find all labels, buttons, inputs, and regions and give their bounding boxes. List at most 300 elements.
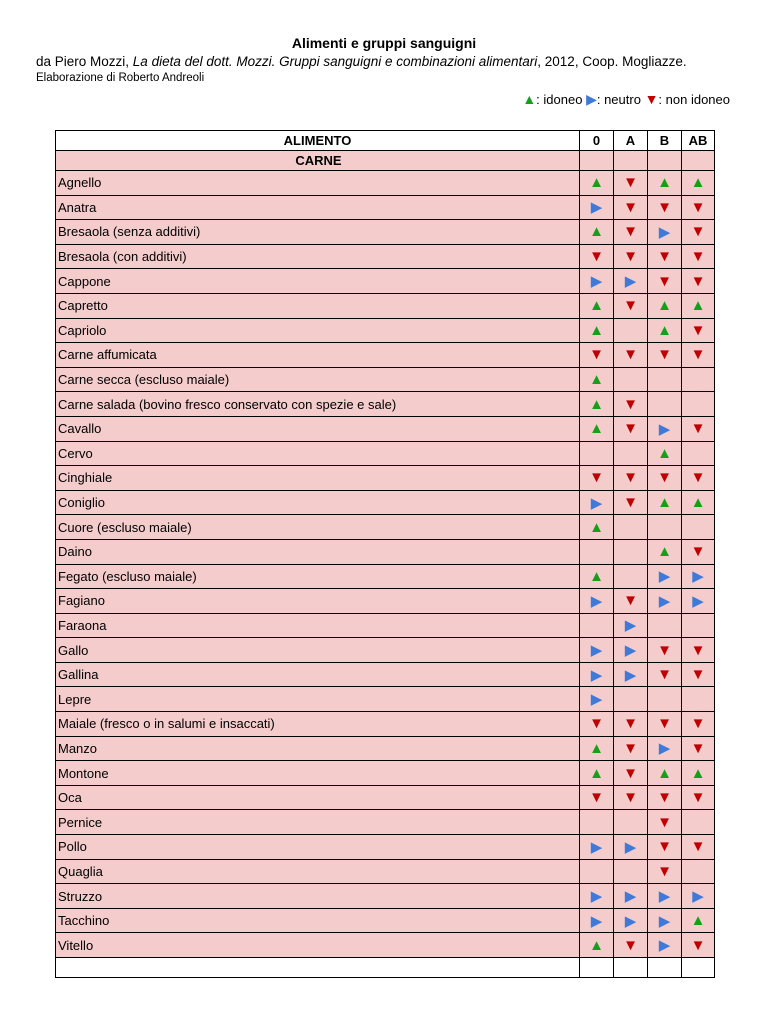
rating-group-b xyxy=(648,933,682,958)
triangle-right-icon: ▶ xyxy=(658,592,671,610)
rating-group-ab xyxy=(682,785,715,810)
triangle-down-icon: ▼ xyxy=(690,420,706,438)
triangle-down-icon: ▼ xyxy=(690,838,706,856)
triangle-up-icon: ▲ xyxy=(589,567,604,585)
triangle-down-icon: ▼ xyxy=(690,223,706,241)
food-name: Lepre xyxy=(56,687,580,712)
triangle-right-icon: ▶ xyxy=(658,568,671,586)
triangle-right-icon: ▶ xyxy=(658,223,671,241)
triangle-down-icon: ▼ xyxy=(690,936,706,954)
triangle-right-icon: ▶ xyxy=(590,838,603,856)
rating-group-b xyxy=(648,859,682,884)
triangle-up-icon: ▲ xyxy=(589,297,604,315)
triangle-right-icon: ▶ xyxy=(658,740,671,758)
rating-group-0 xyxy=(580,441,614,466)
legend-non-idoneo: : non idoneo xyxy=(658,92,730,107)
rating-group-b xyxy=(648,293,682,318)
legend xyxy=(522,91,730,108)
triangle-up-icon: ▲ xyxy=(690,494,706,512)
rating-group-b xyxy=(648,712,682,737)
triangle-down-icon: ▼ xyxy=(623,297,638,315)
rating-group-0 xyxy=(580,343,614,368)
rating-group-b xyxy=(648,835,682,860)
triangle-down-icon: ▼ xyxy=(657,272,672,290)
food-name: Pollo xyxy=(56,835,580,860)
rating-group-b xyxy=(648,195,682,220)
rating-group-a xyxy=(614,859,648,884)
triangle-down-icon: ▼ xyxy=(690,321,706,339)
triangle-down-icon: ▼ xyxy=(589,469,604,487)
triangle-up-icon: ▲ xyxy=(589,739,604,757)
header-alimento: ALIMENTO xyxy=(56,131,580,151)
section-cell xyxy=(682,151,715,171)
table-row xyxy=(56,613,715,638)
food-name: Pernice xyxy=(56,810,580,835)
rating-group-b xyxy=(648,736,682,761)
rating-group-ab xyxy=(682,318,715,343)
table-row xyxy=(56,638,715,663)
triangle-right-icon: ▶ xyxy=(590,691,603,709)
rating-group-ab xyxy=(682,835,715,860)
rating-group-a xyxy=(614,343,648,368)
rating-group-a xyxy=(614,908,648,933)
table-header-row xyxy=(56,131,715,151)
table-row xyxy=(56,908,715,933)
rating-group-a xyxy=(614,392,648,417)
food-name: Manzo xyxy=(56,736,580,761)
food-name: Faraona xyxy=(56,613,580,638)
rating-group-b xyxy=(648,416,682,441)
rating-group-b xyxy=(648,908,682,933)
food-name: Bresaola (con additivi) xyxy=(56,244,580,269)
triangle-down-icon: ▼ xyxy=(623,248,638,266)
rating-group-b xyxy=(648,662,682,687)
table-row xyxy=(56,589,715,614)
rating-group-a xyxy=(614,761,648,786)
triangle-down-icon: ▼ xyxy=(623,346,638,364)
triangle-up-icon: ▲ xyxy=(657,494,672,512)
rating-group-0 xyxy=(580,220,614,245)
triangle-up-icon: ▲ xyxy=(589,936,604,954)
triangle-down-icon: ▼ xyxy=(690,469,706,487)
table-row xyxy=(56,859,715,884)
table-row xyxy=(56,392,715,417)
triangle-right-icon: ▶ xyxy=(590,494,603,512)
food-name: Carne secca (escluso maiale) xyxy=(56,367,580,392)
rating-group-b xyxy=(648,318,682,343)
rating-group-ab xyxy=(682,736,715,761)
food-name: Cavallo xyxy=(56,416,580,441)
rating-group-0 xyxy=(580,908,614,933)
food-name: Capriolo xyxy=(56,318,580,343)
table-row xyxy=(56,933,715,958)
rating-group-0 xyxy=(580,712,614,737)
triangle-down-icon: ▼ xyxy=(657,641,672,659)
triangle-right-icon: ▶ xyxy=(658,912,671,930)
food-name: Quaglia xyxy=(56,859,580,884)
rating-group-0 xyxy=(580,293,614,318)
triangle-down-icon: ▼ xyxy=(589,715,604,733)
rating-group-0 xyxy=(580,244,614,269)
food-name: Fagiano xyxy=(56,589,580,614)
table-row xyxy=(56,367,715,392)
triangle-right-icon: ▶ xyxy=(624,838,637,856)
rating-group-a xyxy=(614,367,648,392)
rating-group-a xyxy=(614,785,648,810)
rating-group-0 xyxy=(580,195,614,220)
triangle-down-icon: ▼ xyxy=(623,494,638,512)
rating-group-0 xyxy=(580,884,614,909)
triangle-down-icon: ▼ xyxy=(623,764,638,782)
rating-group-0 xyxy=(580,761,614,786)
rating-group-a xyxy=(614,933,648,958)
empty-cell xyxy=(614,958,648,978)
rating-group-b xyxy=(648,392,682,417)
rating-group-0 xyxy=(580,859,614,884)
triangle-down-icon: ▼ xyxy=(623,198,638,216)
empty-cell xyxy=(580,958,614,978)
triangle-up-icon: ▲ xyxy=(589,371,604,389)
triangle-down-icon: ▼ xyxy=(589,346,604,364)
food-name: Cuore (escluso maiale) xyxy=(56,515,580,540)
rating-group-0 xyxy=(580,810,614,835)
rating-group-a xyxy=(614,318,648,343)
rating-group-b xyxy=(648,613,682,638)
rating-group-0 xyxy=(580,785,614,810)
rating-group-a xyxy=(614,613,648,638)
citation-prefix: da Piero Mozzi, xyxy=(36,54,133,69)
table-row xyxy=(56,441,715,466)
rating-group-a xyxy=(614,539,648,564)
empty-cell xyxy=(56,958,580,978)
rating-group-ab xyxy=(682,490,715,515)
rating-group-ab xyxy=(682,220,715,245)
triangle-up-icon: ▲ xyxy=(589,174,604,192)
food-name: Bresaola (senza additivi) xyxy=(56,220,580,245)
food-name: Struzzo xyxy=(56,884,580,909)
rating-group-ab xyxy=(682,884,715,909)
table-row xyxy=(56,835,715,860)
triangle-down-icon: ▼ xyxy=(623,936,638,954)
triangle-up-icon: ▲ xyxy=(589,518,604,536)
triangle-down-icon: ▼ xyxy=(690,641,706,659)
rating-group-b xyxy=(648,171,682,196)
triangle-right-icon: ▶ xyxy=(590,642,603,660)
rating-group-ab xyxy=(682,859,715,884)
section-cell xyxy=(580,151,614,171)
table-row xyxy=(56,884,715,909)
triangle-down-icon: ▼ xyxy=(623,395,638,413)
triangle-right-icon: ▶ xyxy=(692,592,704,610)
rating-group-ab xyxy=(682,761,715,786)
rating-group-0 xyxy=(580,392,614,417)
rating-group-ab xyxy=(682,171,715,196)
food-name: Carne salada (bovino fresco conservato con spezie e sale) xyxy=(56,392,580,417)
rating-group-a xyxy=(614,662,648,687)
table-row xyxy=(56,515,715,540)
triangle-down-icon: ▼ xyxy=(623,715,638,733)
rating-group-ab xyxy=(682,712,715,737)
table-row xyxy=(56,736,715,761)
rating-group-0 xyxy=(580,466,614,491)
rating-group-b xyxy=(648,244,682,269)
rating-group-ab xyxy=(682,564,715,589)
rating-group-0 xyxy=(580,318,614,343)
triangle-right-icon: ▶ xyxy=(590,888,603,906)
rating-group-a xyxy=(614,269,648,294)
triangle-down-icon: ▼ xyxy=(623,739,638,757)
rating-group-a xyxy=(614,884,648,909)
rating-group-a xyxy=(614,293,648,318)
triangle-up-icon: ▲ xyxy=(522,91,537,107)
table-row xyxy=(56,343,715,368)
rating-group-0 xyxy=(580,613,614,638)
rating-group-0 xyxy=(580,490,614,515)
triangle-down-icon: ▼ xyxy=(690,715,706,733)
triangle-down-icon: ▼ xyxy=(690,346,706,364)
legend-idoneo: : idoneo xyxy=(536,92,583,107)
triangle-right-icon: ▶ xyxy=(624,273,637,291)
table-row xyxy=(56,785,715,810)
rating-group-0 xyxy=(580,367,614,392)
triangle-down-icon: ▼ xyxy=(657,469,672,487)
page-title: Alimenti e gruppi sanguigni xyxy=(291,35,477,51)
table-row xyxy=(56,539,715,564)
rating-group-ab xyxy=(682,515,715,540)
triangle-up-icon: ▲ xyxy=(690,764,706,782)
rating-group-0 xyxy=(580,933,614,958)
triangle-up-icon: ▲ xyxy=(589,395,604,413)
triangle-up-icon: ▲ xyxy=(690,297,706,315)
rating-group-0 xyxy=(580,687,614,712)
food-name: Capretto xyxy=(56,293,580,318)
rating-group-a xyxy=(614,244,648,269)
triangle-right-icon: ▶ xyxy=(590,273,603,291)
rating-group-a xyxy=(614,466,648,491)
rating-group-ab xyxy=(682,466,715,491)
section-label: CARNE xyxy=(56,151,580,171)
rating-group-a xyxy=(614,712,648,737)
rating-group-b xyxy=(648,810,682,835)
rating-group-0 xyxy=(580,416,614,441)
food-name: Agnello xyxy=(56,171,580,196)
food-name: Anatra xyxy=(56,195,580,220)
table-row xyxy=(56,712,715,737)
table-row xyxy=(56,466,715,491)
table-row xyxy=(56,564,715,589)
rating-group-ab xyxy=(682,195,715,220)
triangle-up-icon: ▲ xyxy=(657,764,672,782)
rating-group-0 xyxy=(580,539,614,564)
triangle-up-icon: ▲ xyxy=(657,174,672,192)
header-group-a: A xyxy=(614,131,648,151)
rating-group-b xyxy=(648,441,682,466)
food-blood-type-table xyxy=(55,130,715,978)
rating-group-0 xyxy=(580,638,614,663)
rating-group-a xyxy=(614,736,648,761)
rating-group-ab xyxy=(682,539,715,564)
food-name: Vitello xyxy=(56,933,580,958)
empty-cell xyxy=(682,958,715,978)
triangle-right-icon: ▶ xyxy=(586,91,597,107)
table-row xyxy=(56,416,715,441)
table-row xyxy=(56,244,715,269)
section-cell xyxy=(614,151,648,171)
triangle-down-icon: ▼ xyxy=(690,666,706,684)
rating-group-b xyxy=(648,490,682,515)
triangle-right-icon: ▶ xyxy=(624,666,637,684)
table-row xyxy=(56,490,715,515)
citation-book-title: La dieta del dott. Mozzi. Gruppi sanguigni e combinazioni alimentari xyxy=(132,54,538,69)
triangle-down-icon: ▼ xyxy=(657,715,672,733)
table-row xyxy=(56,662,715,687)
triangle-down-icon: ▼ xyxy=(690,248,706,266)
triangle-down-icon: ▼ xyxy=(623,420,638,438)
table-row xyxy=(56,269,715,294)
triangle-right-icon: ▶ xyxy=(692,568,704,586)
triangle-down-icon: ▼ xyxy=(589,789,604,807)
triangle-up-icon: ▲ xyxy=(657,543,672,561)
rating-group-ab xyxy=(682,662,715,687)
rating-group-0 xyxy=(580,171,614,196)
source-citation xyxy=(36,54,687,69)
header-group-0: 0 xyxy=(580,131,614,151)
triangle-right-icon: ▶ xyxy=(590,592,603,610)
food-name: Tacchino xyxy=(56,908,580,933)
rating-group-a xyxy=(614,638,648,663)
food-name: Coniglio xyxy=(56,490,580,515)
rating-group-ab xyxy=(682,638,715,663)
table-row xyxy=(56,171,715,196)
rating-group-ab xyxy=(682,367,715,392)
rating-group-b xyxy=(648,515,682,540)
triangle-down-icon: ▼ xyxy=(589,248,604,266)
empty-cell xyxy=(648,958,682,978)
triangle-up-icon: ▲ xyxy=(690,174,706,192)
food-name: Maiale (fresco o in salumi e insaccati) xyxy=(56,712,580,737)
triangle-up-icon: ▲ xyxy=(589,223,604,241)
rating-group-ab xyxy=(682,343,715,368)
rating-group-b xyxy=(648,687,682,712)
rating-group-ab xyxy=(682,810,715,835)
triangle-up-icon: ▲ xyxy=(690,912,706,930)
food-name: Oca xyxy=(56,785,580,810)
rating-group-a xyxy=(614,835,648,860)
table-row xyxy=(56,195,715,220)
triangle-right-icon: ▶ xyxy=(624,642,637,660)
citation-suffix: , 2012, Coop. Mogliazze. xyxy=(537,54,687,69)
rating-group-ab xyxy=(682,687,715,712)
food-name: Gallo xyxy=(56,638,580,663)
food-name: Cinghiale xyxy=(56,466,580,491)
food-name: Fegato (escluso maiale) xyxy=(56,564,580,589)
triangle-down-icon: ▼ xyxy=(657,789,672,807)
rating-group-b xyxy=(648,539,682,564)
rating-group-ab xyxy=(682,613,715,638)
triangle-right-icon: ▶ xyxy=(624,617,637,635)
triangle-down-icon: ▼ xyxy=(623,592,638,610)
table-row xyxy=(56,761,715,786)
rating-group-a xyxy=(614,589,648,614)
triangle-down-icon: ▼ xyxy=(657,838,672,856)
rating-group-a xyxy=(614,810,648,835)
triangle-right-icon: ▶ xyxy=(658,937,671,955)
rating-group-ab xyxy=(682,589,715,614)
triangle-up-icon: ▲ xyxy=(657,321,672,339)
rating-group-a xyxy=(614,171,648,196)
section-row xyxy=(56,151,715,171)
rating-group-0 xyxy=(580,736,614,761)
rating-group-ab xyxy=(682,244,715,269)
triangle-down-icon: ▼ xyxy=(657,666,672,684)
rating-group-ab xyxy=(682,416,715,441)
rating-group-b xyxy=(648,785,682,810)
rating-group-b xyxy=(648,466,682,491)
rating-group-0 xyxy=(580,589,614,614)
rating-group-a xyxy=(614,441,648,466)
rating-group-ab xyxy=(682,933,715,958)
triangle-right-icon: ▶ xyxy=(590,666,603,684)
table-row xyxy=(56,687,715,712)
triangle-up-icon: ▲ xyxy=(657,444,672,462)
food-name: Montone xyxy=(56,761,580,786)
header-group-ab: AB xyxy=(682,131,715,151)
triangle-down-icon: ▼ xyxy=(690,198,706,216)
rating-group-0 xyxy=(580,564,614,589)
triangle-up-icon: ▲ xyxy=(589,764,604,782)
triangle-right-icon: ▶ xyxy=(692,888,704,906)
triangle-down-icon: ▼ xyxy=(690,543,706,561)
rating-group-b xyxy=(648,343,682,368)
triangle-down-icon: ▼ xyxy=(657,198,672,216)
rating-group-ab xyxy=(682,908,715,933)
triangle-down-icon: ▼ xyxy=(644,91,659,107)
triangle-down-icon: ▼ xyxy=(657,813,672,831)
section-cell xyxy=(648,151,682,171)
header-group-b: B xyxy=(648,131,682,151)
rating-group-0 xyxy=(580,662,614,687)
rating-group-0 xyxy=(580,515,614,540)
rating-group-b xyxy=(648,564,682,589)
triangle-down-icon: ▼ xyxy=(623,469,638,487)
table-row xyxy=(56,220,715,245)
triangle-up-icon: ▲ xyxy=(657,297,672,315)
food-name: Cervo xyxy=(56,441,580,466)
rating-group-a xyxy=(614,195,648,220)
rating-group-b xyxy=(648,638,682,663)
triangle-right-icon: ▶ xyxy=(658,888,671,906)
triangle-down-icon: ▼ xyxy=(657,248,672,266)
rating-group-0 xyxy=(580,835,614,860)
triangle-right-icon: ▶ xyxy=(590,199,603,217)
triangle-down-icon: ▼ xyxy=(623,789,638,807)
triangle-down-icon: ▼ xyxy=(657,346,672,364)
rating-group-a xyxy=(614,416,648,441)
rating-group-a xyxy=(614,687,648,712)
food-name: Carne affumicata xyxy=(56,343,580,368)
rating-group-b xyxy=(648,269,682,294)
rating-group-0 xyxy=(580,269,614,294)
triangle-right-icon: ▶ xyxy=(658,420,671,438)
rating-group-b xyxy=(648,220,682,245)
table-row xyxy=(56,293,715,318)
food-name: Daino xyxy=(56,539,580,564)
credit-line: Elaborazione di Roberto Andreoli xyxy=(36,72,205,84)
rating-group-b xyxy=(648,589,682,614)
triangle-down-icon: ▼ xyxy=(690,739,706,757)
triangle-down-icon: ▼ xyxy=(623,223,638,241)
rating-group-ab xyxy=(682,269,715,294)
